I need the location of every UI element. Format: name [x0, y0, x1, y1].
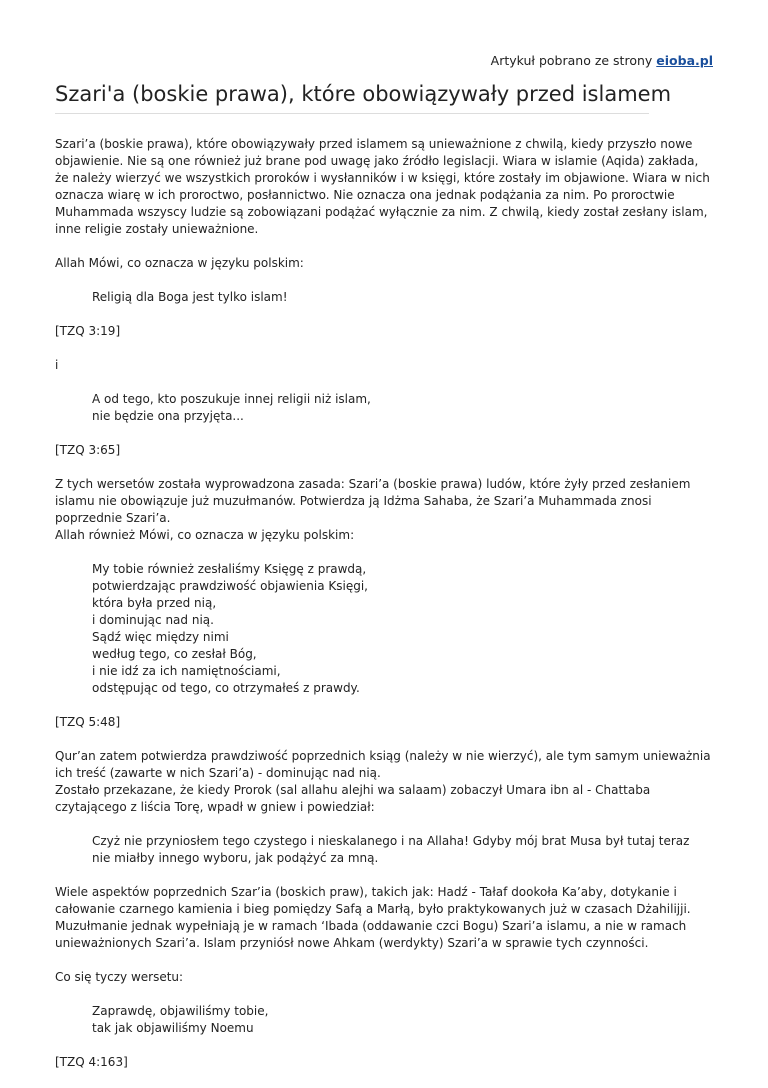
quote-block-5	[92, 1003, 715, 1037]
quote-line: A od tego, kto poszukuje innej religii niż islam,	[92, 392, 371, 406]
conjunction: i	[55, 358, 59, 372]
quote-line: potwierdzając prawdziwość objawienia Księgi,	[92, 579, 368, 593]
intro-paragraph: Szari’a (boskie prawa), które obowiązywały przed islamem są unieważnione z chwilą, kiedy przyszło nowe objawienie. Nie są one również już brane pod uwagę jako źródło legislacji. Wiara w islamie (Aqida) zakłada, że należy wierzyć we wszystkich proroków i wysłanników i w księgi, które zostały im objawione. Wiara w nich oznacza wiarę w ich proroctwo, posłannictwo. Nie oznacza ona jednak podążania za nim. Po proroctwie Muhammada wszyscy ludzie są zobowiązani podążać wyłącznie za nim. Z chwilą, kiedy został zesłany islam, inne religie zostały unieważnione.	[55, 137, 710, 236]
quote-block-4	[92, 833, 715, 867]
paragraph-2-text: Allah również Mówi, co oznacza w języku polskim:	[55, 528, 355, 542]
quote-block-1	[92, 289, 715, 306]
quote-line: która była przed nią,	[92, 596, 217, 610]
quote-line: i dominując nad nią.	[92, 613, 214, 627]
quote-block-2	[92, 391, 715, 425]
quote-line: Zaprawdę, objawiliśmy tobie,	[92, 1004, 269, 1018]
quote-line: nie miałby innego wyboru, jak podążyć za mną.	[92, 851, 379, 865]
paragraph-3	[55, 748, 715, 816]
quote-line: odstępując od tego, co otrzymałeś z prawdy.	[92, 681, 360, 695]
reference-3: [TZQ 5:48]	[55, 715, 121, 729]
quote-block-3	[92, 561, 715, 697]
paragraph-3-text: Zostało przekazane, że kiedy Prorok (sal allahu alejhi wa salaam) zobaczył Umara ibn al - Chattaba czytającego z liścia Torę, wpadł w gniew i powiedział:	[55, 783, 651, 814]
source-prefix: Artykuł pobrano ze strony	[490, 53, 653, 68]
quote-line: i nie idź za ich namiętnościami,	[92, 664, 281, 678]
quote-line: My tobie również zesłaliśmy Księgę z prawdą,	[92, 562, 367, 576]
title-divider	[55, 113, 649, 114]
quote-line: według tego, co zesłał Bóg,	[92, 647, 257, 661]
paragraph-4: Wiele aspektów poprzednich Szar’ia (boskich praw), takich jak: Hadź - Tałaf dookoła Ka’aby, dotykanie i całowanie czarnego kamienia i bieg pomiędzy Safą a Marłą, było praktykowanych już w czasach Dżahilijji. Muzułmanie jednak wypełniają je w ramach ‘Ibada (oddawanie czci Bogu) Szari’a islamu, a nie w ramach unieważnionych Szari’a. Islam przyniósł nowe Ahkam (werdykty) Szari’a w sprawie tych czynności.	[55, 885, 691, 950]
source-attribution	[491, 52, 713, 69]
quote-line: Czyż nie przyniosłem tego czystego i nieskalanego i na Allaha! Gdyby mój brat Musa był tutaj teraz	[92, 834, 690, 848]
reference-1: [TZQ 3:19]	[55, 324, 121, 338]
paragraph-5: Co się tyczy wersetu:	[55, 970, 184, 984]
quote-line: nie będzie ona przyjęta...	[92, 409, 244, 423]
article-title: Szari'a (boskie prawa), które obowiązywały przed islamem	[55, 82, 672, 106]
reference-5: [TZQ 4:163]	[55, 1055, 128, 1069]
paragraph-3-text: Qur’an zatem potwierdza prawdziwość poprzednich ksiąg (należy w nie wierzyć), ale tym samym unieważnia ich treść (zawarte w nich Szari’a) - dominując nad nią.	[55, 749, 711, 780]
reference-2: [TZQ 3:65]	[55, 443, 121, 457]
quote-line: Religią dla Boga jest tylko islam!	[92, 290, 288, 304]
allah-says-paragraph: Allah Mówi, co oznacza w języku polskim:	[55, 256, 304, 270]
article-body	[55, 136, 715, 1088]
paragraph-2-text: Z tych wersetów została wyprowadzona zasada: Szari’a (boskie prawa) ludów, które żyły przed zesłaniem islamu nie obowiązuje już muzułmanów. Potwierdza ją Idżma Sahaba, że Szari’a Muhammada znosi poprzednie Szari’a.	[55, 477, 691, 525]
paragraph-2	[55, 476, 715, 544]
source-link[interactable]: eioba.pl	[656, 53, 713, 68]
quote-line: tak jak objawiliśmy Noemu	[92, 1021, 254, 1035]
quote-line: Sądź więc między nimi	[92, 630, 229, 644]
